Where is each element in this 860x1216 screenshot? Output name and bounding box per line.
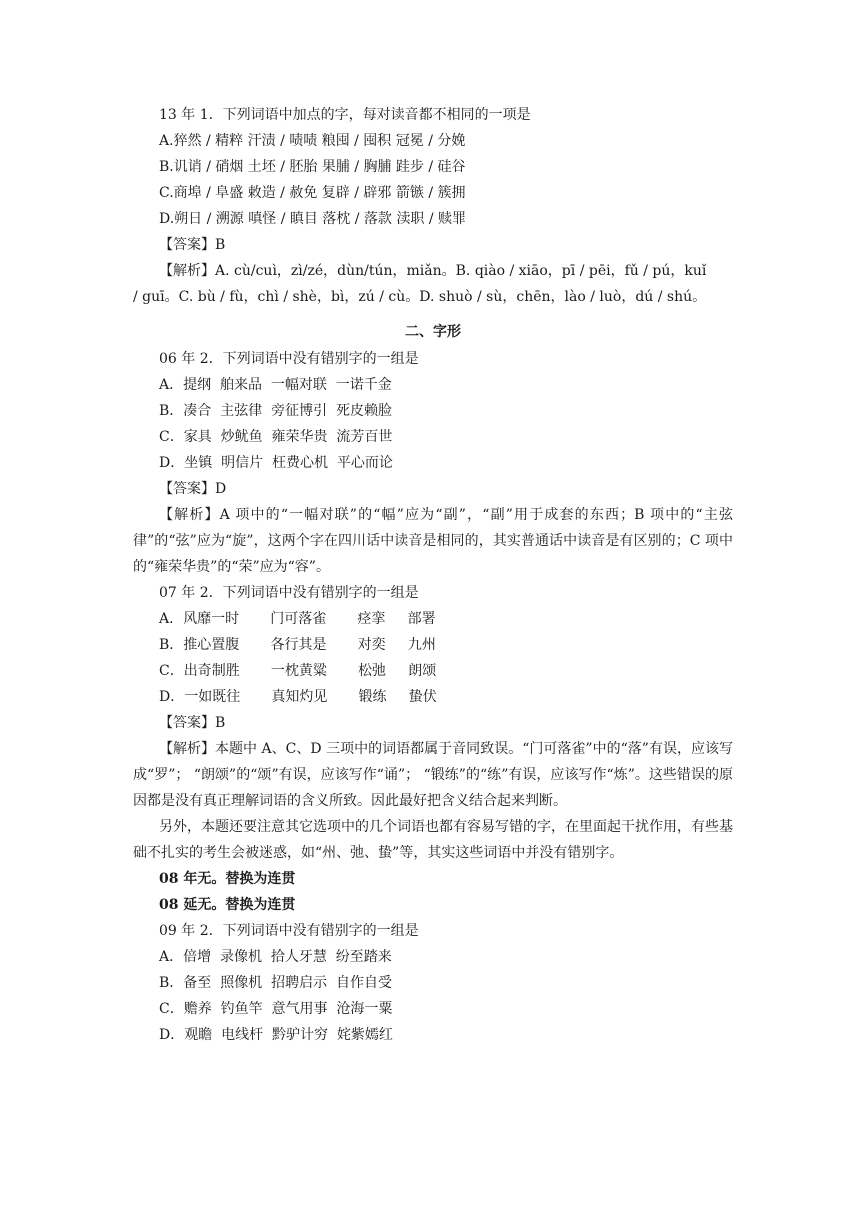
q06-question: 06 年 2．下列词语中没有错别字的一组是 bbox=[159, 351, 419, 367]
q13-analysis-line2: / guī。C. bù / fù，chì / shè，bì，zú / cù。D. shuò / sù，chēn，lào / luò，dú / shú。 bbox=[133, 289, 707, 305]
q07-answer: 【答案】B bbox=[159, 715, 226, 731]
note-08-delayed: 08 延无。替换为连贯 bbox=[159, 897, 296, 913]
q07-analysis: 【解析】本题中 A、C、D 三项中的词语都属于音同致误。“门可落雀”中的“落”有误，应该写成“罗”； “朗颂”的“颂”有误，应该写作“诵”； “锻练”的“练”有误，应该写作“炼”。这些错误的原因都是没有真正理解词语的含义所致。因此最好把含义结合起来判断。 bbox=[133, 741, 733, 809]
q13-option-d: D.朔日 / 溯源 嗔怪 / 瞋目 落枕 / 落款 渎职 / 赎罪 bbox=[159, 211, 466, 227]
q09-option-a: A．倍增 录像机 拾人牙慧 纷至踏来 bbox=[159, 949, 392, 965]
q13-option-c: C.商埠 / 阜盛 敕造 / 赦免 复辟 / 辟邪 箭镞 / 簇拥 bbox=[159, 185, 466, 201]
q13-question: 13 年 1．下列词语中加点的字，每对读音都不相同的一项是 bbox=[159, 107, 531, 123]
document-page bbox=[133, 102, 733, 1048]
q06-option-d: D．坐镇 明信片 枉费心机 平心而论 bbox=[159, 455, 393, 471]
q07-option-a: A．风靡一时 门可落雀 痉挛 部署 bbox=[159, 611, 436, 627]
q07-option-b: B．推心置腹 各行其是 对奕 九州 bbox=[159, 637, 436, 653]
section-heading: 二、字形 bbox=[405, 324, 461, 340]
q07-option-c: C．出奇制胜 一枕黄粱 松弛 朗颂 bbox=[159, 663, 437, 679]
q13-option-a: A.猝然 / 精粹 汗渍 / 啧啧 粮囤 / 囤积 冠冕 / 分娩 bbox=[159, 133, 466, 149]
q09-option-c: C．赡养 钓鱼竿 意气用事 沧海一粟 bbox=[159, 1001, 393, 1017]
q13-answer: 【答案】B bbox=[159, 237, 226, 253]
q07-option-d: D．一如既往 真知灼见 锻练 蛰伏 bbox=[159, 689, 437, 705]
q09-question: 09 年 2．下列词语中没有错别字的一组是 bbox=[159, 923, 419, 939]
q13-option-b: B.讥诮 / 硝烟 土坯 / 胚胎 果脯 / 胸脯 跬步 / 硅谷 bbox=[159, 159, 466, 175]
q09-option-d: D．观瞻 电线杆 黔驴计穷 姹紫嫣红 bbox=[159, 1027, 393, 1043]
q07-question: 07 年 2．下列词语中没有错别字的一组是 bbox=[159, 585, 419, 601]
q06-analysis: 【解析】A 项中的“一幅对联”的“幅”应为“副”，“副”用于成套的东西；B 项中的“主弦律”的“弦”应为“旋”，这两个字在四川话中读音是相同的，其实普通话中读音是有区别的；C 项中的“雍荣华贵”的“荣”应为“容”。 bbox=[133, 507, 733, 575]
q06-option-b: B．凑合 主弦律 旁征博引 死皮赖脸 bbox=[159, 403, 392, 419]
q06-option-a: A．提纲 舶来品 一幅对联 一诺千金 bbox=[159, 377, 392, 393]
note-08: 08 年无。替换为连贯 bbox=[159, 871, 296, 887]
q13-analysis-line1: 【解析】A. cù/cuì，zì/zé，dùn/tún，miǎn。B. qiào / xiāo，pī / pēi，fǔ / pú，kuǐ bbox=[159, 263, 707, 279]
q07-extra: 另外，本题还要注意其它选项中的几个词语也都有容易写错的字，在里面起干扰作用，有些基础不扎实的考生会被迷惑，如“州、弛、蛰”等，其实这些词语中并没有错别字。 bbox=[133, 819, 733, 861]
q09-option-b: B．备至 照像机 招聘启示 自作自受 bbox=[159, 975, 392, 991]
q06-option-c: C．家具 炒鱿鱼 雍荣华贵 流芳百世 bbox=[159, 429, 393, 445]
q06-answer: 【答案】D bbox=[159, 481, 227, 497]
